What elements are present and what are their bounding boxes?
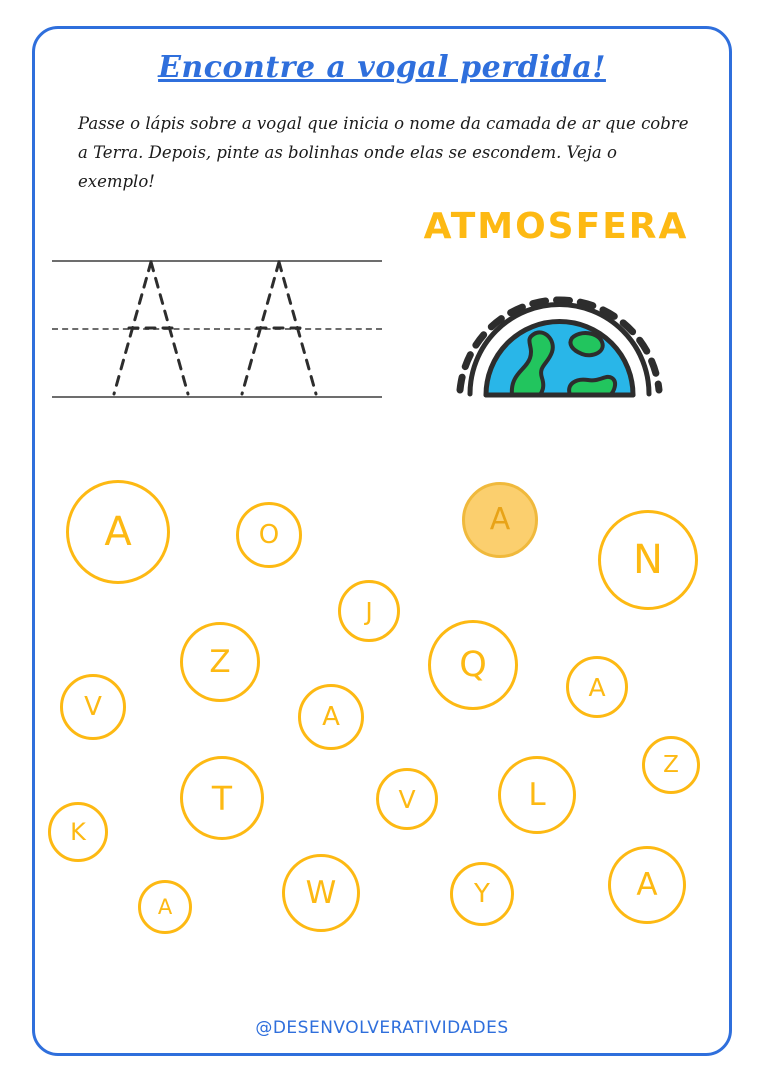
letter-bubble-label: V — [398, 784, 416, 814]
trace-letter-a-1[interactable] — [96, 248, 206, 408]
letter-bubble[interactable] — [298, 684, 364, 750]
letter-bubble[interactable] — [180, 622, 260, 702]
letter-bubble-label: V — [84, 692, 102, 722]
letter-bubble[interactable] — [66, 480, 170, 584]
letter-bubble[interactable] — [338, 580, 400, 642]
letter-bubble-label: J — [365, 596, 373, 626]
letter-bubble-label: A — [322, 702, 340, 732]
letter-bubble-field — [0, 470, 764, 970]
letter-bubble[interactable] — [598, 510, 698, 610]
letter-bubble-label: K — [70, 818, 86, 846]
letter-bubble-label: L — [528, 776, 546, 813]
letter-bubble[interactable] — [60, 674, 126, 740]
instructions-text: Passe o lápis sobre a vogal que inicia o nome da camada de ar que cobre a Terra. Depois, pinte as bolinhas onde elas se escondem. Veja o exemplo! — [78, 114, 689, 191]
letter-bubble[interactable] — [48, 802, 108, 862]
letter-bubble[interactable] — [450, 862, 514, 926]
letter-bubble-label: N — [633, 537, 663, 583]
letter-bubble[interactable] — [376, 768, 438, 830]
letter-bubble[interactable] — [138, 880, 192, 934]
letter-bubble[interactable] — [642, 736, 700, 794]
letter-bubble-label: Q — [459, 644, 487, 685]
trace-letter-a-2[interactable] — [224, 248, 334, 408]
letter-bubble-label: A — [489, 502, 511, 537]
letter-bubble-label: A — [104, 509, 132, 555]
letter-bubble[interactable] — [498, 756, 576, 834]
letter-bubble-label: A — [157, 894, 173, 919]
page-title: Encontre a vogal perdida! — [158, 50, 606, 85]
letter-bubble-label: Z — [663, 751, 679, 778]
keyword-atmosfera: ATMOSFERA — [423, 206, 689, 247]
letter-bubble[interactable] — [566, 656, 628, 718]
letter-bubble[interactable] — [608, 846, 686, 924]
letter-bubble-label: A — [636, 866, 658, 903]
letter-bubble-label: Z — [209, 643, 231, 680]
letter-bubble[interactable] — [236, 502, 302, 568]
letter-bubble-label: A — [588, 672, 606, 702]
earth-atmosphere-illustration — [452, 262, 667, 412]
letter-bubble-label: T — [211, 778, 233, 818]
letter-bubble[interactable] — [428, 620, 518, 710]
letter-bubble[interactable] — [282, 854, 360, 932]
letter-bubble[interactable] — [180, 756, 264, 840]
letter-bubble-label: O — [258, 520, 280, 550]
letter-bubble-label: W — [305, 874, 337, 911]
letter-bubble-label: Y — [474, 879, 490, 909]
letter-tracing-area[interactable] — [52, 248, 382, 408]
watermark-credit: @DESENVOLVERATIVIDADES — [255, 1018, 509, 1038]
letter-bubble[interactable] — [462, 482, 538, 558]
